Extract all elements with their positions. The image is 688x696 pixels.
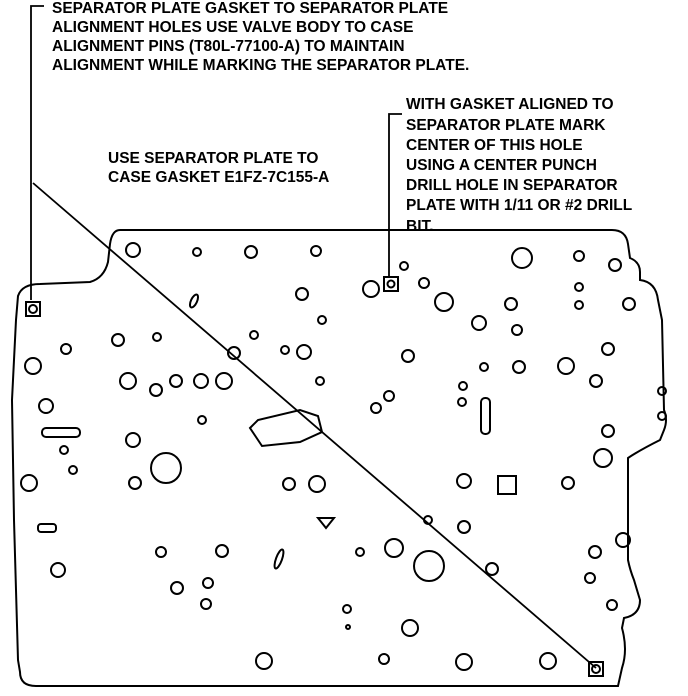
plate-hole — [456, 654, 472, 670]
drill-hole-marker — [384, 277, 398, 291]
plate-hole — [558, 358, 574, 374]
plate-hole — [505, 298, 517, 310]
plate-hole — [256, 653, 272, 669]
plate-hole — [150, 384, 162, 396]
plate-hole — [297, 345, 311, 359]
plate-hole — [458, 398, 466, 406]
alignment-hole-marker-top-left — [26, 302, 40, 316]
plate-hole — [363, 281, 379, 297]
callout-right — [406, 96, 632, 235]
callout-top-left-line-3: ALIGNMENT PINS (T80L-77100-A) TO MAINTAIN — [52, 38, 405, 55]
plate-hole — [658, 387, 666, 395]
plate-hole — [60, 446, 68, 454]
plate-hole — [156, 547, 166, 557]
plate-hole — [480, 363, 488, 371]
plate-hole — [153, 333, 161, 341]
plate-hole — [171, 582, 183, 594]
plate-hole — [51, 563, 65, 577]
slot-left — [42, 428, 80, 437]
plate-hole — [194, 374, 208, 388]
plate-hole — [25, 358, 41, 374]
plate-hole — [216, 373, 232, 389]
wedge-cutout — [250, 410, 322, 446]
plate-hole — [623, 298, 635, 310]
plate-hole — [513, 361, 525, 373]
plate-hole — [379, 654, 389, 664]
oval-slot-2 — [273, 549, 285, 570]
plate-hole — [574, 251, 584, 261]
plate-hole — [402, 620, 418, 636]
callout-center-left-line-1: USE SEPARATOR PLATE TO — [108, 150, 319, 167]
plate-hole — [385, 539, 403, 557]
plate-hole — [402, 350, 414, 362]
callout-top-left — [52, 0, 469, 74]
plate-hole — [129, 477, 141, 489]
square-cutout — [498, 476, 516, 494]
plate-hole — [458, 521, 470, 533]
plate-hole — [472, 316, 486, 330]
plate-hole — [203, 578, 213, 588]
plate-hole — [69, 466, 77, 474]
plate-hole — [575, 283, 583, 291]
plate-hole — [356, 548, 364, 556]
slot-left-small — [38, 524, 56, 532]
plate-hole — [512, 248, 532, 268]
leader-line-top-left — [31, 6, 44, 300]
callout-right-line-7: BIT. — [406, 218, 434, 235]
separator-plate-outline — [12, 230, 666, 686]
plate-hole — [457, 474, 471, 488]
plate-hole — [562, 477, 574, 489]
plate-hole — [39, 399, 53, 413]
plate-hole — [602, 425, 614, 437]
plate-hole — [371, 403, 381, 413]
plate-hole — [126, 433, 140, 447]
plate-hole — [61, 344, 71, 354]
plate-hole — [575, 301, 583, 309]
plate-hole — [281, 346, 289, 354]
callout-right-line-6: PLATE WITH 1/11 OR #2 DRILL — [406, 197, 633, 214]
plate-hole — [400, 262, 408, 270]
plate-hole — [296, 288, 308, 300]
plate-hole — [151, 453, 181, 483]
plate-holes — [21, 243, 666, 670]
callout-top-left-line-4: ALIGNMENT WHILE MARKING THE SEPARATOR PLATE. — [52, 57, 470, 74]
callout-center-left-line-2: CASE GASKET E1FZ-7C155-A — [108, 169, 330, 186]
plate-hole — [414, 551, 444, 581]
leader-line-right — [389, 114, 402, 277]
plate-hole — [216, 545, 228, 557]
callout-right-line-3: CENTER OF THIS HOLE — [406, 137, 583, 154]
plate-hole — [316, 377, 324, 385]
plate-hole — [309, 476, 325, 492]
plate-hole — [193, 248, 201, 256]
triangle-cutout — [318, 518, 334, 528]
plate-hole — [112, 334, 124, 346]
slot-vertical — [481, 398, 490, 434]
plate-hole — [459, 382, 467, 390]
plate-hole — [170, 375, 182, 387]
plate-hole — [419, 278, 429, 288]
plate-hole — [435, 293, 453, 311]
plate-hole — [126, 243, 140, 257]
plate-hole — [250, 331, 258, 339]
plate-hole — [512, 325, 522, 335]
callout-top-left-line-1: SEPARATOR PLATE GASKET TO SEPARATOR PLATE — [52, 0, 449, 17]
plate-hole — [384, 391, 394, 401]
plate-hole — [585, 573, 595, 583]
plate-hole — [198, 416, 206, 424]
plate-hole — [201, 599, 211, 609]
plate-hole — [540, 653, 556, 669]
oval-slot-1 — [188, 293, 199, 308]
callout-right-line-4: USING A CENTER PUNCH — [406, 157, 597, 174]
callout-right-line-2: SEPARATOR PLATE MARK — [406, 117, 606, 134]
plate-hole — [589, 546, 601, 558]
callout-right-line-5: DRILL HOLE IN SEPARATOR — [406, 177, 618, 194]
callout-right-line-1: WITH GASKET ALIGNED TO — [406, 96, 614, 113]
plate-hole — [602, 343, 614, 355]
plate-hole — [21, 475, 37, 491]
plate-hole — [609, 259, 621, 271]
plate-hole — [245, 246, 257, 258]
callout-top-left-line-2: ALIGNMENT HOLES USE VALVE BODY TO CASE — [52, 19, 414, 36]
plate-hole — [283, 478, 295, 490]
plate-hole — [120, 373, 136, 389]
plate-hole — [346, 625, 350, 629]
plate-hole — [590, 375, 602, 387]
callout-center-left — [108, 150, 329, 186]
plate-hole — [318, 316, 326, 324]
plate-hole — [607, 600, 617, 610]
plate-hole — [594, 449, 612, 467]
plate-hole — [486, 563, 498, 575]
plate-hole — [311, 246, 321, 256]
plate-hole — [343, 605, 351, 613]
